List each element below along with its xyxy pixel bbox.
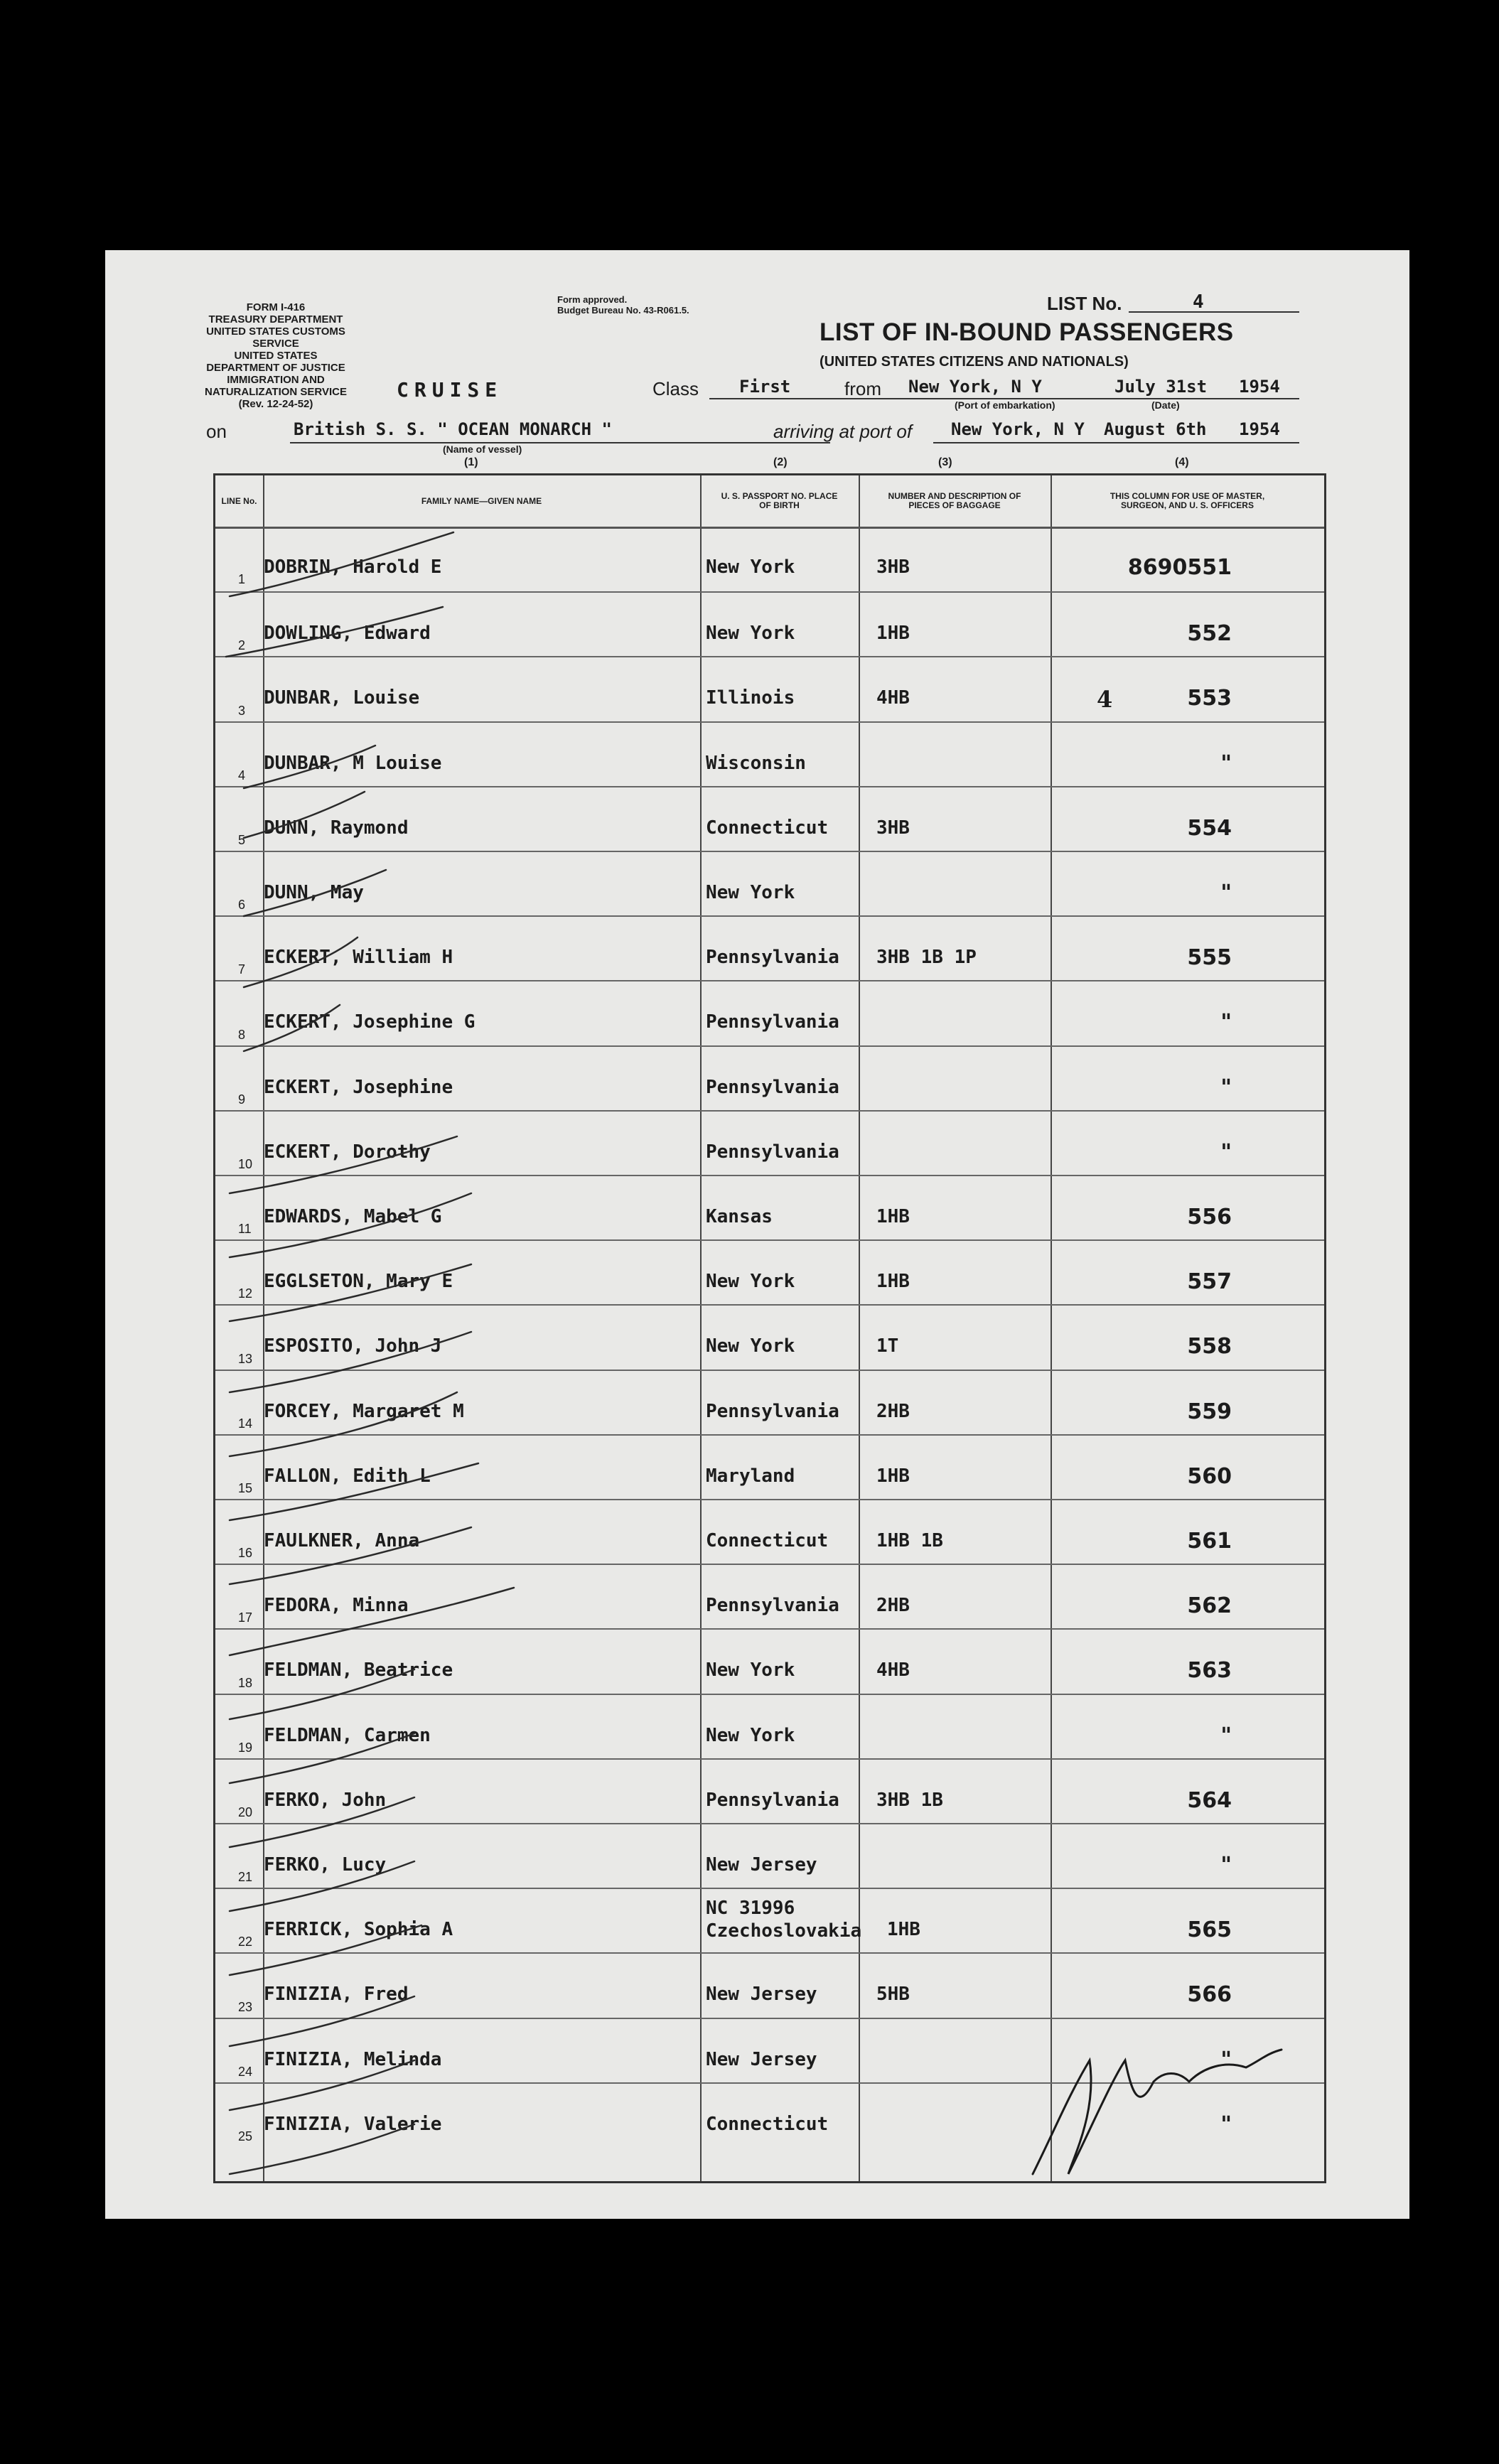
passenger-name: DUNN, May	[264, 882, 364, 903]
header-line-no: LINE No.	[221, 495, 257, 506]
baggage: 4HB	[876, 1659, 910, 1682]
signature-scrawl	[1033, 2047, 1282, 2174]
tick-mark	[230, 1193, 471, 1257]
header-name: FAMILY NAME—GIVEN NAME	[421, 495, 542, 506]
officer-entry: "	[1220, 2047, 1232, 2072]
ins-service: IMMIGRATION AND NATURALIZATION SERVICE	[205, 374, 348, 398]
place-of-birth: New York	[706, 1724, 795, 1746]
arriving-label: arriving at port of	[773, 421, 913, 442]
place-of-birth: Wisconsin	[706, 752, 806, 774]
handwritten-mark: 4	[1097, 686, 1113, 714]
class-value: First	[739, 377, 791, 397]
line-number: 24	[238, 2064, 253, 2079]
from-value: New York, N Y	[908, 377, 1042, 397]
header-officers: THIS COLUMN FOR USE OF MASTER, SURGEON, AND U. S. OFFICERS	[1110, 491, 1265, 510]
passenger-name: FORCEY, Margaret M	[264, 1400, 464, 1422]
officer-entry: 556	[1187, 1205, 1232, 1230]
passenger-name: DUNBAR, M Louise	[264, 752, 442, 774]
vessel-line	[290, 442, 830, 443]
passenger-name: FELDMAN, Carmen	[264, 1724, 431, 1746]
arrival-year: 1954	[1239, 419, 1280, 439]
line-number: 21	[238, 1870, 253, 1885]
budget-bureau: Budget Bureau No. 43-R061.5.	[557, 305, 689, 316]
on-label: on	[206, 421, 227, 442]
place-of-birth: Maryland	[706, 1465, 795, 1487]
manifest-page	[105, 250, 1409, 2219]
class-label: Class	[652, 378, 699, 399]
line-number: 19	[238, 1740, 253, 1755]
passenger-name: FAULKNER, Anna	[264, 1530, 420, 1551]
tick-mark	[244, 870, 386, 916]
officer-entry: 558	[1187, 1334, 1232, 1360]
officer-entry: "	[1220, 751, 1232, 776]
line-number: 23	[238, 1999, 253, 2014]
baggage: 1HB	[887, 1919, 920, 1941]
passenger-name: FINIZIA, Fred	[264, 1984, 409, 2006]
passenger-name: FINIZIA, Melinda	[264, 2048, 442, 2070]
passenger-name: ECKERT, Josephine	[264, 1076, 453, 1098]
officer-entry: 555	[1187, 945, 1232, 971]
baggage: 3HB	[876, 817, 910, 839]
place-of-birth: New Jersey	[706, 1854, 817, 1876]
line-number: 2	[238, 638, 246, 653]
line-number: 6	[238, 898, 246, 913]
place-of-birth: New York	[706, 1271, 795, 1293]
tick-mark	[230, 1588, 514, 1655]
passenger-name: FERRICK, Sophia A	[264, 1919, 453, 1941]
date-line	[1114, 398, 1299, 399]
passenger-name: FERKO, John	[264, 1789, 387, 1811]
form-approved: Form approved.	[557, 294, 628, 305]
tick-mark	[230, 532, 453, 596]
line-number: 12	[238, 1286, 253, 1301]
list-no-value: 4	[1193, 291, 1204, 313]
vessel-caption: (Name of vessel)	[443, 443, 522, 455]
officer-entry: 560	[1187, 1463, 1232, 1489]
line-number: 5	[238, 832, 246, 847]
handwritten-marks	[215, 475, 1324, 2181]
header-baggage: NUMBER AND DESCRIPTION OF PIECES OF BAGGAGE	[888, 491, 1021, 510]
line-number: 11	[238, 1222, 252, 1237]
place-of-birth: Czechoslovakia	[706, 1920, 862, 1942]
place-of-birth: New Jersey	[706, 1984, 817, 2006]
tick-mark	[230, 1733, 414, 1783]
col-num-3: (3)	[938, 456, 952, 468]
place-of-birth: New York	[706, 1335, 795, 1357]
baggage: 1HB 1B	[876, 1530, 943, 1551]
baggage: 3HB	[876, 556, 910, 578]
line-number: 14	[238, 1416, 253, 1431]
officer-entry: 557	[1187, 1269, 1232, 1295]
passenger-name: ESPOSITO, John J	[264, 1335, 442, 1357]
baggage: 2HB	[876, 1400, 910, 1422]
approval-block	[557, 294, 689, 316]
tick-mark	[244, 937, 358, 987]
baggage: 3HB 1B	[876, 1789, 943, 1811]
passenger-name: FERKO, Lucy	[264, 1854, 387, 1876]
place-of-birth: New York	[706, 882, 795, 903]
place-of-birth: New York	[706, 1659, 795, 1682]
passport-number: NC 31996	[706, 1898, 795, 1920]
place-of-birth: Illinois	[706, 687, 795, 709]
line-number: 9	[238, 1092, 246, 1107]
passenger-table	[213, 473, 1326, 2183]
tick-mark	[244, 792, 365, 838]
officer-entry: "	[1220, 1075, 1232, 1100]
passenger-name: EGGLSETON, Mary E	[264, 1271, 453, 1293]
line-number: 16	[238, 1546, 253, 1561]
passenger-name: ECKERT, Josephine G	[264, 1011, 476, 1033]
passenger-name: DOBRIN, Harold E	[264, 556, 442, 578]
tick-mark	[230, 1996, 414, 2046]
col-num-4: (4)	[1175, 456, 1189, 468]
tick-mark	[230, 1925, 421, 1975]
list-no-label: LIST No.	[1047, 293, 1122, 314]
baggage: 1HB	[876, 623, 910, 645]
baggage: 4HB	[876, 687, 910, 709]
form-block	[205, 301, 347, 350]
line-number: 7	[238, 962, 246, 977]
col-num-1: (1)	[464, 456, 478, 468]
place-of-birth: New Jersey	[706, 2048, 817, 2070]
officer-entry: 565	[1187, 1917, 1232, 1943]
officer-entry: 554	[1187, 815, 1232, 841]
passenger-name: FELDMAN, Beatrice	[264, 1659, 453, 1682]
tick-mark	[230, 1861, 414, 1911]
passenger-name: ECKERT, Dorothy	[264, 1141, 431, 1163]
line-number: 15	[238, 1480, 253, 1495]
place-of-birth: Pennsylvania	[706, 947, 839, 969]
tick-mark	[230, 1392, 457, 1456]
tick-mark	[230, 1527, 471, 1584]
header-passport: U. S. PASSPORT NO. PLACE OF BIRTH	[721, 491, 838, 510]
line-number: 17	[238, 1610, 253, 1625]
tick-mark	[230, 2060, 414, 2110]
officer-entry: 561	[1187, 1529, 1232, 1554]
passenger-name: FINIZIA, Valerie	[264, 2113, 442, 2135]
justice-block	[205, 350, 347, 410]
officer-entry: 559	[1187, 1399, 1232, 1424]
list-no-line	[1129, 311, 1299, 313]
officer-entry: 563	[1187, 1658, 1232, 1684]
form-number: FORM I-416	[246, 301, 306, 313]
tick-mark	[230, 2124, 414, 2174]
customs-service: UNITED STATES CUSTOMS SERVICE	[206, 326, 345, 350]
officer-entry: "	[1220, 1139, 1232, 1165]
document-subtitle: (UNITED STATES CITIZENS AND NATIONALS)	[820, 354, 1129, 370]
officer-entry: 552	[1187, 621, 1232, 647]
tick-mark	[226, 607, 443, 657]
line-number: 4	[238, 768, 246, 782]
arrival-date: August 6th	[1104, 419, 1207, 439]
place-of-birth: Connecticut	[706, 817, 829, 839]
tick-mark	[244, 746, 375, 788]
tick-mark	[230, 1264, 471, 1321]
officer-entry: 562	[1187, 1593, 1232, 1619]
arrival-line	[933, 442, 1299, 443]
place-of-birth: Connecticut	[706, 2113, 829, 2135]
tick-mark	[230, 1463, 478, 1520]
officer-entry: "	[1220, 1723, 1232, 1748]
passenger-name: DUNBAR, Louise	[264, 687, 420, 709]
place-of-birth: Pennsylvania	[706, 1011, 839, 1033]
baggage: 3HB 1B 1P	[876, 947, 977, 969]
line-number: 20	[238, 1804, 253, 1819]
place-of-birth: Pennsylvania	[706, 1789, 839, 1811]
officer-entry: 553	[1187, 686, 1232, 711]
place-of-birth: New York	[706, 556, 795, 578]
officer-entry: 564	[1187, 1787, 1232, 1813]
passenger-name: EDWARDS, Mabel G	[264, 1206, 442, 1227]
baggage: 1HB	[876, 1271, 910, 1293]
passenger-name: DUNN, Raymond	[264, 817, 409, 839]
arrival-port: New York, N Y	[951, 419, 1085, 439]
departure-year: 1954	[1239, 377, 1280, 397]
revision: (Rev. 12-24-52)	[238, 398, 313, 410]
tick-mark	[230, 1332, 471, 1392]
tick-mark	[230, 1669, 414, 1719]
passenger-name: ECKERT, William H	[264, 947, 453, 969]
place-of-birth: Pennsylvania	[706, 1400, 839, 1422]
date-caption: (Date)	[1151, 399, 1180, 411]
tick-mark	[230, 1797, 414, 1847]
place-of-birth: Pennsylvania	[706, 1076, 839, 1098]
passenger-name: FALLON, Edith L	[264, 1465, 431, 1487]
place-of-birth: Pennsylvania	[706, 1595, 839, 1617]
line-number: 3	[238, 703, 246, 718]
officer-entry: "	[1220, 881, 1232, 905]
vessel-name: British S. S. " OCEAN MONARCH "	[294, 419, 612, 439]
line-number: 22	[238, 1935, 253, 1949]
line-number: 10	[238, 1156, 253, 1171]
document-title: LIST OF IN-BOUND PASSENGERS	[820, 318, 1234, 346]
dept-treasury: TREASURY DEPARTMENT	[208, 313, 343, 326]
officer-entry: 566	[1187, 1982, 1232, 2008]
line-number: 25	[238, 2129, 253, 2143]
passenger-name: FEDORA, Minna	[264, 1595, 409, 1617]
baggage: 1HB	[876, 1465, 910, 1487]
baggage: 2HB	[876, 1595, 910, 1617]
tick-mark	[230, 1136, 457, 1193]
place-of-birth: Kansas	[706, 1206, 773, 1227]
tick-mark	[244, 1005, 340, 1051]
line-number: 13	[238, 1351, 253, 1366]
baggage: 5HB	[876, 1984, 910, 2006]
embark-caption: (Port of embarkation)	[955, 399, 1055, 411]
from-label: from	[844, 378, 881, 399]
dept-justice: UNITED STATES DEPARTMENT OF JUSTICE	[206, 350, 345, 374]
departure-date: July 31st	[1114, 377, 1208, 397]
officer-entry: "	[1220, 1010, 1232, 1035]
line-number: 18	[238, 1675, 253, 1690]
place-of-birth: Pennsylvania	[706, 1141, 839, 1163]
officer-entry: "	[1220, 2111, 1232, 2137]
cruise-label: CRUISE	[397, 378, 503, 402]
baggage: 1T	[876, 1335, 899, 1357]
col-num-2: (2)	[773, 456, 788, 468]
officer-entry: "	[1220, 1853, 1232, 1878]
line-number: 8	[238, 1027, 246, 1042]
baggage: 1HB	[876, 1206, 910, 1227]
place-of-birth: Connecticut	[706, 1530, 829, 1551]
officer-entry: 8690551	[1127, 555, 1232, 580]
passenger-name: DOWLING, Edward	[264, 623, 431, 645]
line-number: 1	[238, 572, 246, 587]
place-of-birth: New York	[706, 623, 795, 645]
